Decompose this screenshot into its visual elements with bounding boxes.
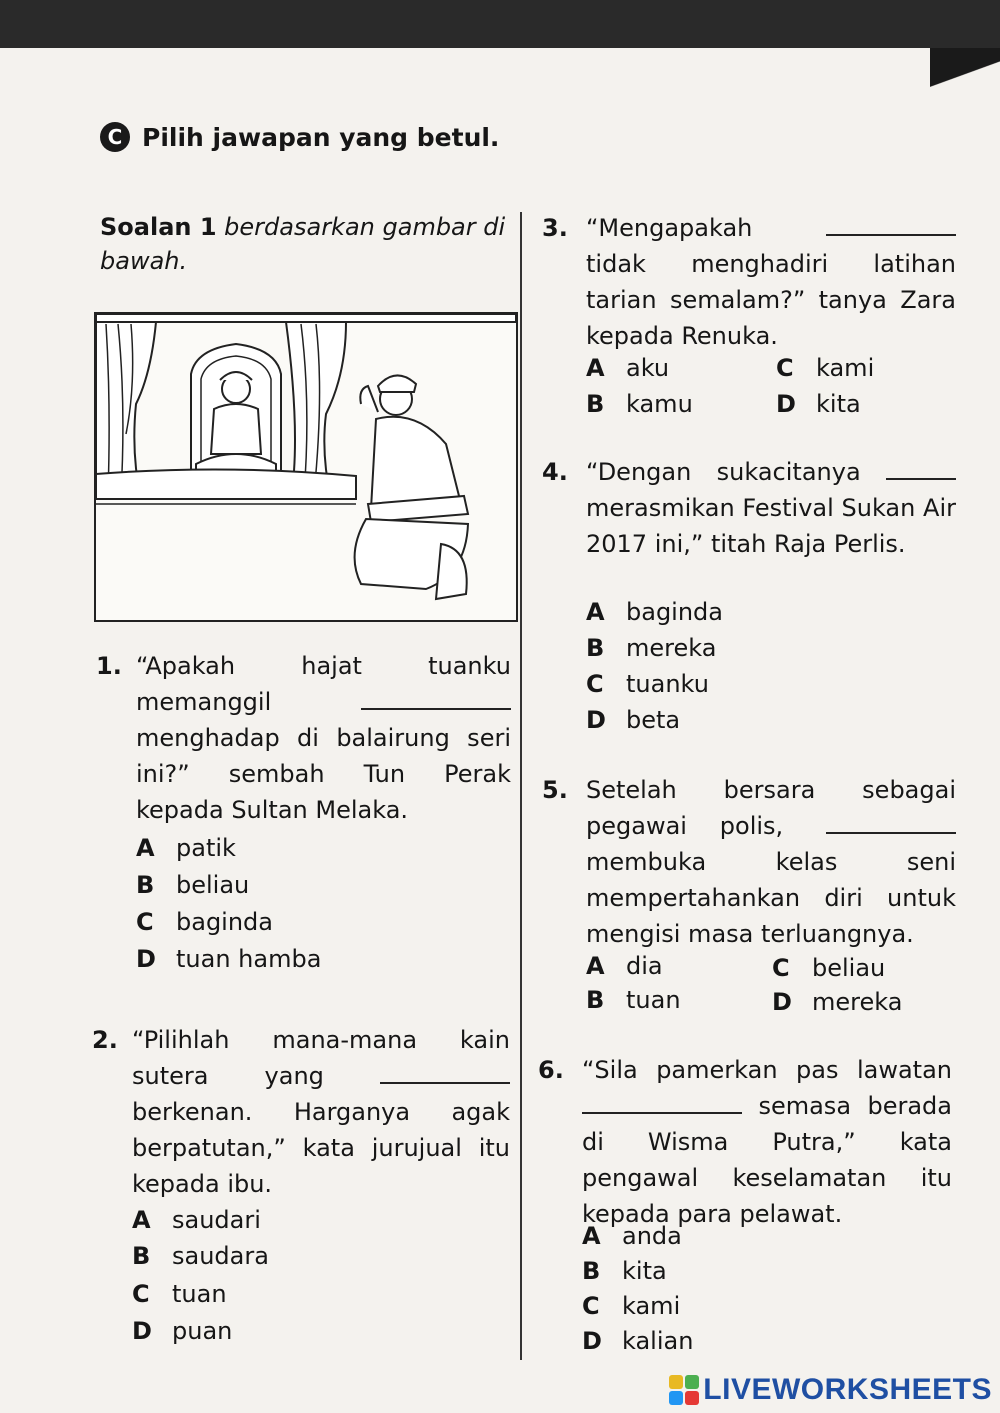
question-5 (542, 772, 962, 1022)
option-a[interactable] (136, 830, 236, 866)
logo-cell (669, 1375, 683, 1389)
question-2 (92, 1022, 514, 1352)
logo-cell (685, 1375, 699, 1389)
option-letter: A (586, 598, 605, 626)
question-stem (586, 210, 956, 354)
stem-text: “Sila pamerkan pas lawatan (582, 1056, 952, 1084)
liveworksheets-logo-icon (669, 1375, 699, 1405)
option-text: saudari (172, 1206, 261, 1234)
question-3 (542, 210, 962, 430)
stem-text: menghadap di balairung seri ini?” sembah Tun Perak kepada Sultan Melaka. (136, 724, 511, 824)
option-letter: C (136, 908, 154, 936)
question-stem (586, 772, 956, 952)
stem-text: merasmikan Festival Sukan Air 2017 ini,” titah Raja Perlis. (586, 494, 956, 558)
option-b[interactable] (132, 1238, 269, 1274)
option-text: anda (622, 1222, 682, 1250)
page-edge-shadow (0, 0, 1000, 48)
illustration-sultan-audience (94, 312, 518, 622)
logo-cell (685, 1391, 699, 1405)
option-letter: B (586, 634, 605, 662)
option-text: mereka (812, 988, 903, 1016)
answer-blank[interactable] (826, 216, 956, 236)
answer-blank[interactable] (582, 1094, 742, 1114)
option-letter: A (136, 834, 155, 862)
platform (96, 469, 356, 499)
column-divider (520, 212, 522, 1360)
option-letter: D (136, 945, 156, 973)
option-text: kita (622, 1257, 667, 1285)
option-letter: C (132, 1280, 150, 1308)
option-letter: B (582, 1257, 601, 1285)
question-number: 3. (542, 214, 568, 242)
option-letter: C (776, 354, 794, 382)
question-6 (538, 1052, 958, 1362)
question-stem (136, 648, 511, 828)
illustration-drawing (96, 314, 516, 620)
option-text: mereka (626, 634, 717, 662)
option-a[interactable] (586, 350, 669, 386)
question-stem (132, 1022, 510, 1202)
option-letter: D (586, 706, 606, 734)
answer-blank[interactable] (826, 814, 956, 834)
option-text: tuan (626, 986, 681, 1014)
question-number: 2. (92, 1026, 118, 1054)
option-letter: D (132, 1317, 152, 1345)
liveworksheets-watermark (669, 1373, 992, 1407)
option-c[interactable] (136, 904, 273, 940)
intro-prefix: Soalan 1 (100, 213, 217, 241)
stem-text: “Apakah hajat tuanku memanggil (136, 652, 511, 716)
section-badge: C (100, 122, 130, 152)
option-a[interactable] (586, 594, 723, 630)
stem-text: semasa berada di Wisma Putra,” kata pengawal keselamatan itu kepada para pelawat. (582, 1092, 952, 1228)
option-letter: A (586, 354, 605, 382)
option-text: kalian (622, 1327, 694, 1355)
option-text: kita (816, 390, 861, 418)
option-text: kami (816, 354, 875, 382)
question-stem (582, 1052, 952, 1232)
option-text: saudara (172, 1242, 269, 1270)
option-letter: C (582, 1292, 600, 1320)
stem-text: membuka kelas seni mempertahankan diri untuk mengisi masa terluangnya. (586, 848, 956, 948)
option-text: puan (172, 1317, 233, 1345)
question-1 (96, 648, 514, 988)
option-letter: C (772, 954, 790, 982)
option-letter: B (586, 390, 605, 418)
option-text: kami (622, 1292, 681, 1320)
option-letter: B (586, 986, 605, 1014)
stem-text: “Dengan sukacitanya (586, 458, 861, 486)
option-c[interactable] (776, 350, 874, 386)
option-letter: D (582, 1327, 602, 1355)
option-c[interactable] (586, 666, 709, 702)
option-text: tuan hamba (176, 945, 322, 973)
option-d[interactable] (586, 702, 680, 738)
option-b[interactable] (582, 1253, 667, 1289)
man-body (371, 417, 461, 509)
question-intro (100, 210, 520, 278)
watermark-text: LIVEWORKSHEETS (703, 1373, 992, 1406)
option-d[interactable] (776, 386, 861, 422)
option-text: baginda (176, 908, 273, 936)
option-text: baginda (626, 598, 723, 626)
question-number: 5. (542, 776, 568, 804)
option-b[interactable] (136, 867, 249, 903)
option-a[interactable] (582, 1218, 682, 1254)
option-c[interactable] (772, 950, 885, 986)
option-c[interactable] (132, 1276, 227, 1312)
question-number: 6. (538, 1056, 564, 1084)
option-text: dia (626, 952, 663, 980)
question-4 (542, 454, 962, 744)
option-c[interactable] (582, 1288, 680, 1324)
stem-text: “Pilihlah mana-mana kain sutera yang (132, 1026, 510, 1090)
option-text: tuan (172, 1280, 227, 1308)
curtain-rod (96, 314, 516, 322)
option-letter: D (772, 988, 792, 1016)
option-text: tuanku (626, 670, 709, 698)
option-b[interactable] (586, 386, 693, 422)
option-text: beta (626, 706, 681, 734)
option-text: aku (626, 354, 670, 382)
option-d[interactable] (582, 1323, 693, 1359)
option-d[interactable] (136, 941, 321, 977)
option-text: kamu (626, 390, 693, 418)
answer-blank[interactable] (886, 460, 956, 480)
option-a[interactable] (132, 1202, 261, 1238)
stem-text: berkenan. Harganya agak berpatutan,” kata jurujual itu kepada ibu. (132, 1098, 510, 1198)
option-text: patik (176, 834, 236, 862)
option-letter: A (582, 1222, 601, 1250)
question-number: 4. (542, 458, 568, 486)
answer-blank[interactable] (361, 690, 511, 710)
option-d[interactable] (132, 1313, 232, 1349)
option-a[interactable] (586, 948, 663, 984)
option-text: beliau (176, 871, 250, 899)
page-corner (930, 48, 1000, 108)
question-stem (586, 454, 956, 562)
question-number: 1. (96, 652, 122, 680)
logo-cell (669, 1391, 683, 1405)
stem-text: tidak menghadiri latihan tarian semalam?” tanya Zara kepada Renuka. (586, 250, 956, 350)
option-text: beliau (812, 954, 886, 982)
man-hands (360, 386, 378, 412)
option-d[interactable] (772, 984, 902, 1020)
option-letter: D (776, 390, 796, 418)
answer-blank[interactable] (380, 1064, 510, 1084)
section-title: Pilih jawapan yang betul. (142, 122, 500, 152)
option-b[interactable] (586, 630, 716, 666)
option-letter: B (132, 1242, 151, 1270)
section-heading (100, 122, 499, 152)
option-letter: B (136, 871, 155, 899)
option-letter: A (586, 952, 605, 980)
sultan-body (211, 404, 261, 454)
stem-text: “Mengapakah (586, 214, 753, 242)
option-b[interactable] (586, 982, 681, 1018)
option-letter: C (586, 670, 604, 698)
option-letter: A (132, 1206, 151, 1234)
stem-text: Setelah bersara sebagai pegawai polis, (586, 776, 956, 840)
intro-text: berdasarkan gambar di bawah. (100, 213, 506, 275)
